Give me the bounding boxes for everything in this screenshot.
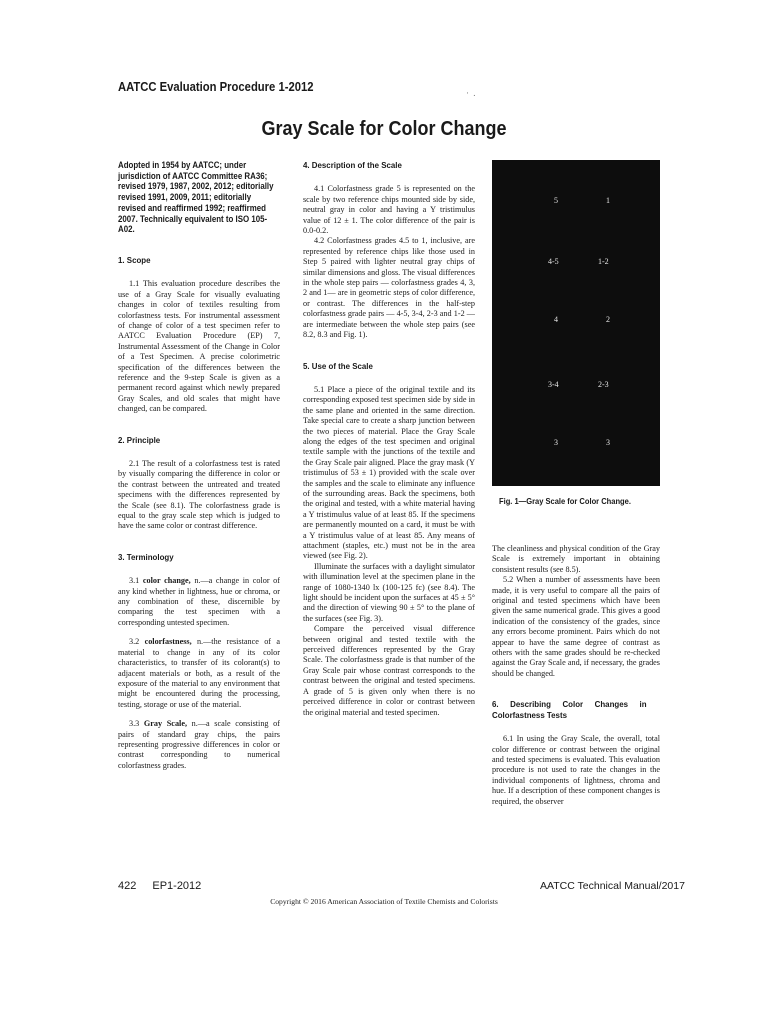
section-scope-heading: 1. Scope	[118, 254, 151, 265]
section-description-heading: 4. Description of the Scale	[303, 160, 402, 170]
adoption-note: Adopted in 1954 by AATCC; under jurisdiction of AATCC Committee RA36; revised 1979, 1987, 2002, 2012; editorially revised 1991, 2009, 2011; editorially revised and reaffirmed 1992; reaffirmed 2007. Technically equivalent to ISO 105-A02.	[118, 160, 274, 235]
column-3	[492, 544, 660, 807]
term-gray-scale: 3.3 Gray Scale, n.—a scale consisting of pairs of standard gray chips, the pairs representing progressive differences in color or contrast corresponding to numerical colorfastness grades.	[118, 719, 280, 770]
use-paragraph-51: 5.1 Place a piece of the original textile and its corresponding exposed test specimen side by side in the same plane and oriented in the same direction. Take special care to create a sharp junction between the two pieces of material. Place the Gray Scale along the edges of the test specimen and original textile sample with the junctions of the textile and the Gray Scale pair aligned. Place the gray mask (Y tristimulus of 53 ± 1) provided with the scale over the samples and the scale to eliminate any influence of the surrounding areas. Back the specimens, both the original and tested, with a white material having a Y tristimulus value of at least 85. If the specimens are permanently mounted on a card, it must be with a Y tristimulus value of at least 85. Any means of attachment (staples, etc.) must not be in the area viewed (see Fig. 2).	[303, 384, 475, 561]
section-use-heading: 5. Use of the Scale	[303, 360, 373, 371]
manual-title: AATCC Technical Manual/2017	[540, 880, 685, 892]
grade-label: 2	[606, 315, 610, 324]
grade-label: 4	[554, 315, 558, 324]
page-number: 422	[118, 880, 137, 892]
section-describing-heading: 6. Describing Color Changes in Colorfastness Tests	[492, 699, 647, 720]
scan-mark: · .	[466, 88, 477, 98]
use-paragraph-illuminate: Illuminate the surfaces with a daylight simulator with illumination level at the specimen plane in the range of 1080-1340 lx (100-125 fc) (see 8.4). The light should be incident upon the surfaces at 45 ± 5° and the direction of viewing 90 ± 5° to the plane of the surfaces (see Fig. 3).	[303, 561, 475, 623]
copyright-line: Copyright © 2016 American Association of Textile Chemists and Colorists	[270, 897, 498, 906]
column-1	[118, 160, 280, 771]
principle-paragraph: 2.1 The result of a colorfastness test is rated by visually comparing the difference in color or the contrast between the untreated and treated specimens with the differences represented by the Scale (see 8.1). The colorfastness grade is equal to the gray scale step which is judged to have the same color or contrast difference.	[118, 459, 280, 531]
describing-paragraph-61: 6.1 In using the Gray Scale, the overall, total color difference or contrast between the original and tested specimens is evaluated. This evaluation procedure is not used to rate the changes in the individual components of lightness, chroma and hue. If a description of these component changes is required, the observer	[492, 734, 660, 806]
use-paragraph-52: 5.2 When a number of assessments have been made, it is very useful to compare all the pairs of original and tested specimens which have been given the same numerical grade. This gives a good indication of the consistency of the grades, since any errors become prominent. Pairs which do not appear to have the same degree of contrast as others with the same grades should be re-checked against the Gray Scale and, if necessary, the grades should be changed.	[492, 575, 660, 678]
scope-paragraph: 1.1 This evaluation procedure describes the use of a Gray Scale for visually evaluating changes in color of textiles resulting from colorfastness tests. For instrumental assessment of change of color of a test specimen refer to AATCC Evaluation Procedure (EP) 7, Instrumental Assessment of the Change in Color of a Test Specimen. A precise colorimetric specification of the differences between the reference and the 9-step Scale is given as a permanent record against which newly prepared Gray Scales, and old scales that might have changed, can be compared.	[118, 279, 280, 414]
use-paragraph-compare: Compare the perceived visual difference between original and tested textile with the perceived differences represented by the Gray Scale. The colorfastness grade is that number of the Gray Scale pair whose contrast corresponds to the contrast between the original and tested specimens. A grade of 5 is given only when there is no perceived difference in color or contrast between the original material and tested specimen.	[303, 624, 475, 717]
grade-label: 4-5	[548, 257, 559, 266]
use-paragraph-cleanliness: The cleanliness and physical condition of the Gray Scale is extremely important in obtaining consistent results (see 8.5).	[492, 544, 660, 574]
grade-label: 2-3	[598, 380, 609, 389]
description-paragraph-42: 4.2 Colorfastness grades 4.5 to 1, inclusive, are represented by reference chips like those used in Step 5 paired with lighter neutral gray chips of similar dimensions and gloss. The visual differences in the whole step pairs — colorfastness grades 4, 3, 2 and 1— are in geometric steps of color difference, or contrast. The differences in the half-step colorfastness grade pairs — 4-5, 3-4, 2-3 and 1-2 — are intermediate between the whole step pairs (see 8.2, 8.3 and Fig. 1).	[303, 236, 475, 340]
term-colorfastness: 3.2 colorfastness, n.—the resistance of a material to change in any of its color characteristics, to transfer of its colorant(s) to adjacent materials or both, as a result of the exposure of the material to any environment that might be encountered during the processing, testing, storage or use of the material.	[118, 637, 280, 709]
grade-label: 3	[606, 438, 610, 447]
page-title: Gray Scale for Color Change	[261, 118, 507, 140]
grade-label: 3	[554, 438, 558, 447]
description-paragraph-41: 4.1 Colorfastness grade 5 is represented on the scale by two reference chips mounted side by side, neutral gray in color and having a Y tristimulus value of 12 ± 1. The color difference of the pair is 0.0-0.2.	[303, 184, 475, 236]
grade-label: 1-2	[598, 257, 609, 266]
page-footer-left	[118, 880, 201, 892]
section-principle-heading: 2. Principle	[118, 434, 161, 445]
column-2	[303, 160, 475, 718]
grade-label: 1	[606, 196, 610, 205]
gray-scale-figure	[492, 160, 660, 486]
section-terminology-heading: 3. Terminology	[118, 551, 174, 562]
grade-label: 3-4	[548, 380, 559, 389]
grade-label: 5	[554, 196, 558, 205]
figure-caption: Fig. 1—Gray Scale for Color Change.	[499, 496, 631, 506]
procedure-code: EP1-2012	[152, 880, 202, 892]
term-color-change: 3.1 color change, n.—a change in color of any kind whether in lightness, hue or chroma, or any combination of these, discernible by comparing the test specimen with a corresponding untested specimen.	[118, 576, 280, 627]
procedure-header: AATCC Evaluation Procedure 1-2012	[118, 80, 314, 94]
